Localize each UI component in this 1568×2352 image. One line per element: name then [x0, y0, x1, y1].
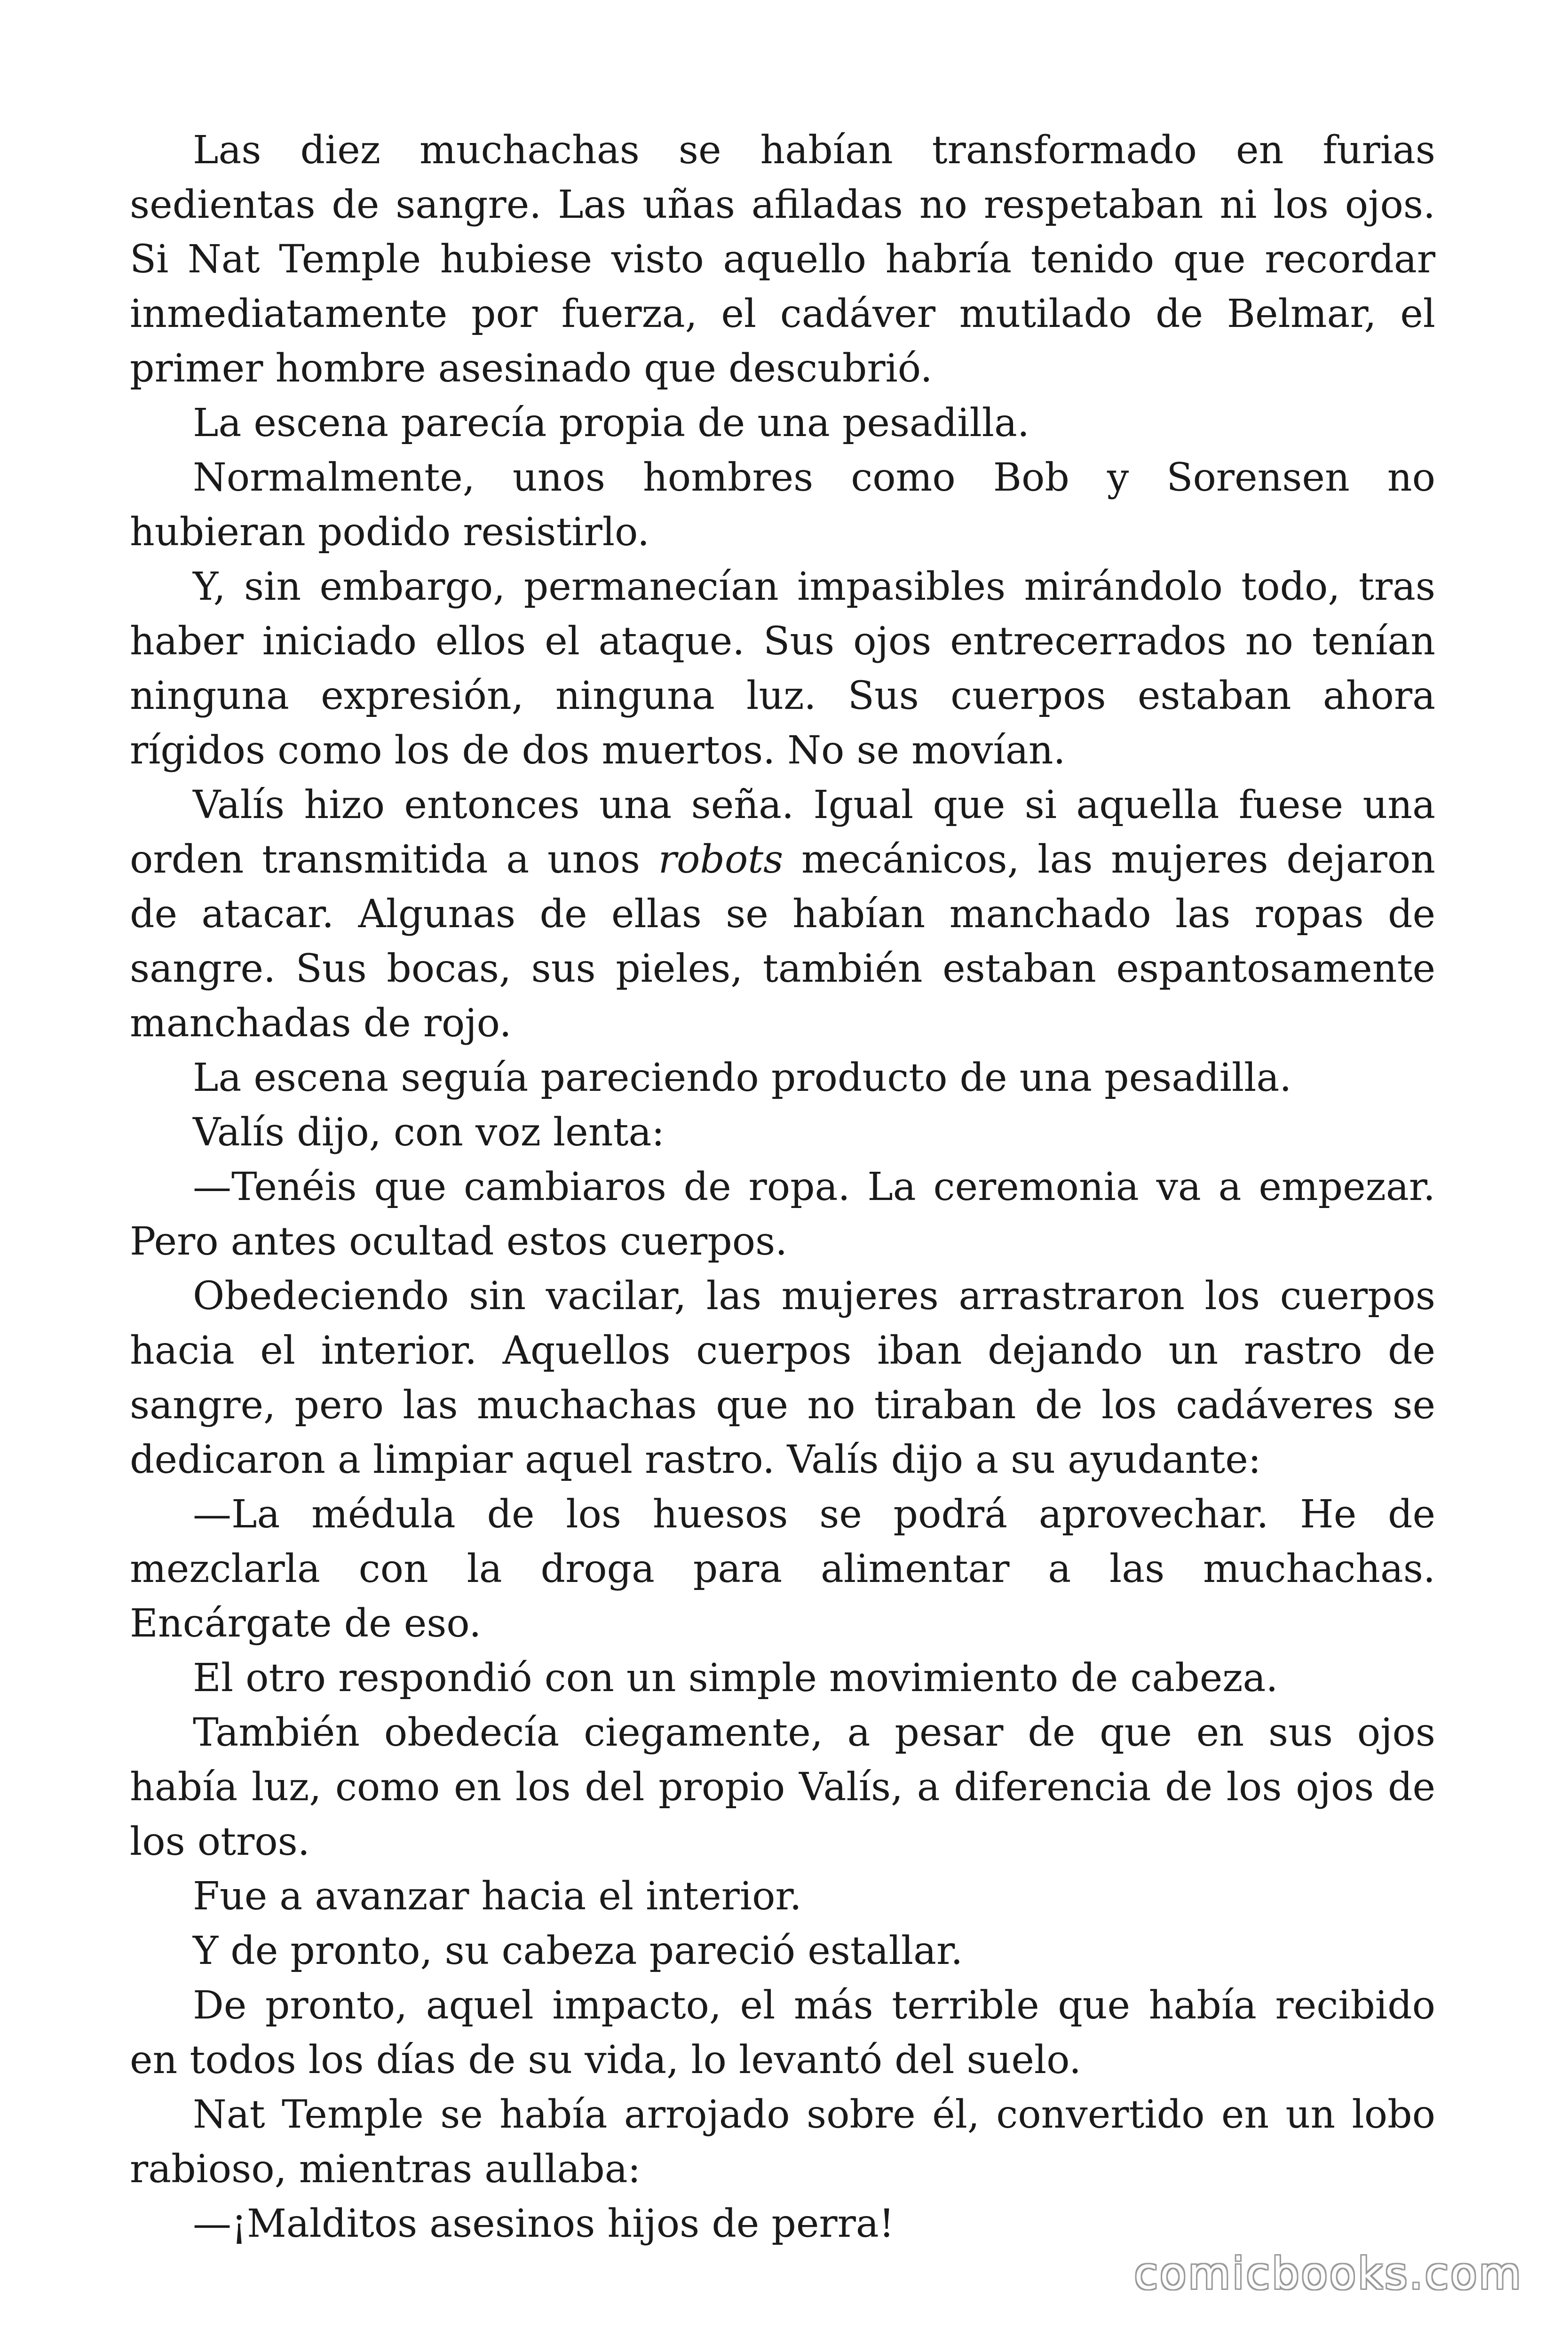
body-text — [130, 123, 1435, 2251]
paragraph — [130, 778, 1435, 1051]
paragraph: Fue a avanzar hacia el interior. — [193, 1874, 802, 1919]
paragraph: También obedecía ciegamente, a pesar de que en sus ojos había luz, como en los del propio Valís, a diferencia de los ojos de los otros. — [130, 1710, 1435, 1864]
paragraph: Valís dijo, con voz lenta: — [193, 1110, 665, 1155]
paragraph: Y, sin embargo, permanecían impasibles mirándolo todo, tras haber iniciado ellos el ataque. Sus ojos entrecerrados no tenían ninguna expresión, ninguna luz. Sus cuerpos estaban ahora rígidos como los de dos muertos. No se movían. — [130, 564, 1435, 773]
paragraph-text: Valís hizo entonces una seña. Igual que si aquella fuese una orden transmitida a unos — [130, 783, 1435, 882]
paragraph: La escena parecía propia de una pesadilla. — [193, 401, 1029, 445]
paragraph: Normalmente, unos hombres como Bob y Sorensen no hubieran podido resistirlo. — [130, 455, 1435, 555]
italic-word: robots — [658, 837, 784, 882]
paragraph: —¡Malditos asesinos hijos de perra! — [193, 2201, 895, 2246]
paragraph: —La médula de los huesos se podrá aprovechar. He de mezclarla con la droga para alimentar a las muchachas. Encárgate de eso. — [130, 1492, 1435, 1646]
paragraph: La escena seguía pareciendo producto de una pesadilla. — [193, 1056, 1292, 1100]
paragraph: Obedeciendo sin vacilar, las mujeres arrastraron los cuerpos hacia el interior. Aquellos cuerpos iban dejando un rastro de sangre, pero las muchachas que no tiraban de los cadáveres se dedicaron a limpiar aquel rastro. Valís dijo a su ayudante: — [130, 1274, 1435, 1482]
paragraph: De pronto, aquel impacto, el más terrible que había recibido en todos los días de su vida, lo levantó del suelo. — [130, 1983, 1435, 2082]
paragraph: Y de pronto, su cabeza pareció estallar. — [193, 1929, 963, 1973]
paragraph: —Tenéis que cambiaros de ropa. La ceremonia va a empezar. Pero antes ocultad estos cuerpos. — [130, 1165, 1435, 1264]
paragraph: Nat Temple se había arrojado sobre él, convertido en un lobo rabioso, mientras aullaba: — [130, 2092, 1435, 2192]
watermark: comicbooks.com — [1134, 2249, 1523, 2299]
paragraph-text: mecánicos, las mujeres dejaron de atacar. Algunas de ellas se habían manchado las ropas de sangre. Sus bocas, sus pieles, también estaban espantosamente manchadas de rojo. — [130, 837, 1435, 1046]
paragraph: El otro respondió con un simple movimiento de cabeza. — [193, 1656, 1278, 1700]
paragraph: Las diez muchachas se habían transformado en furias sedientas de sangre. Las uñas afiladas no respetaban ni los ojos. Si Nat Temple hubiese visto aquello habría tenido que recordar inmediatamente por fuerza, el cadáver mutilado de Belmar, el primer hombre asesinado que descubrió. — [130, 128, 1435, 391]
